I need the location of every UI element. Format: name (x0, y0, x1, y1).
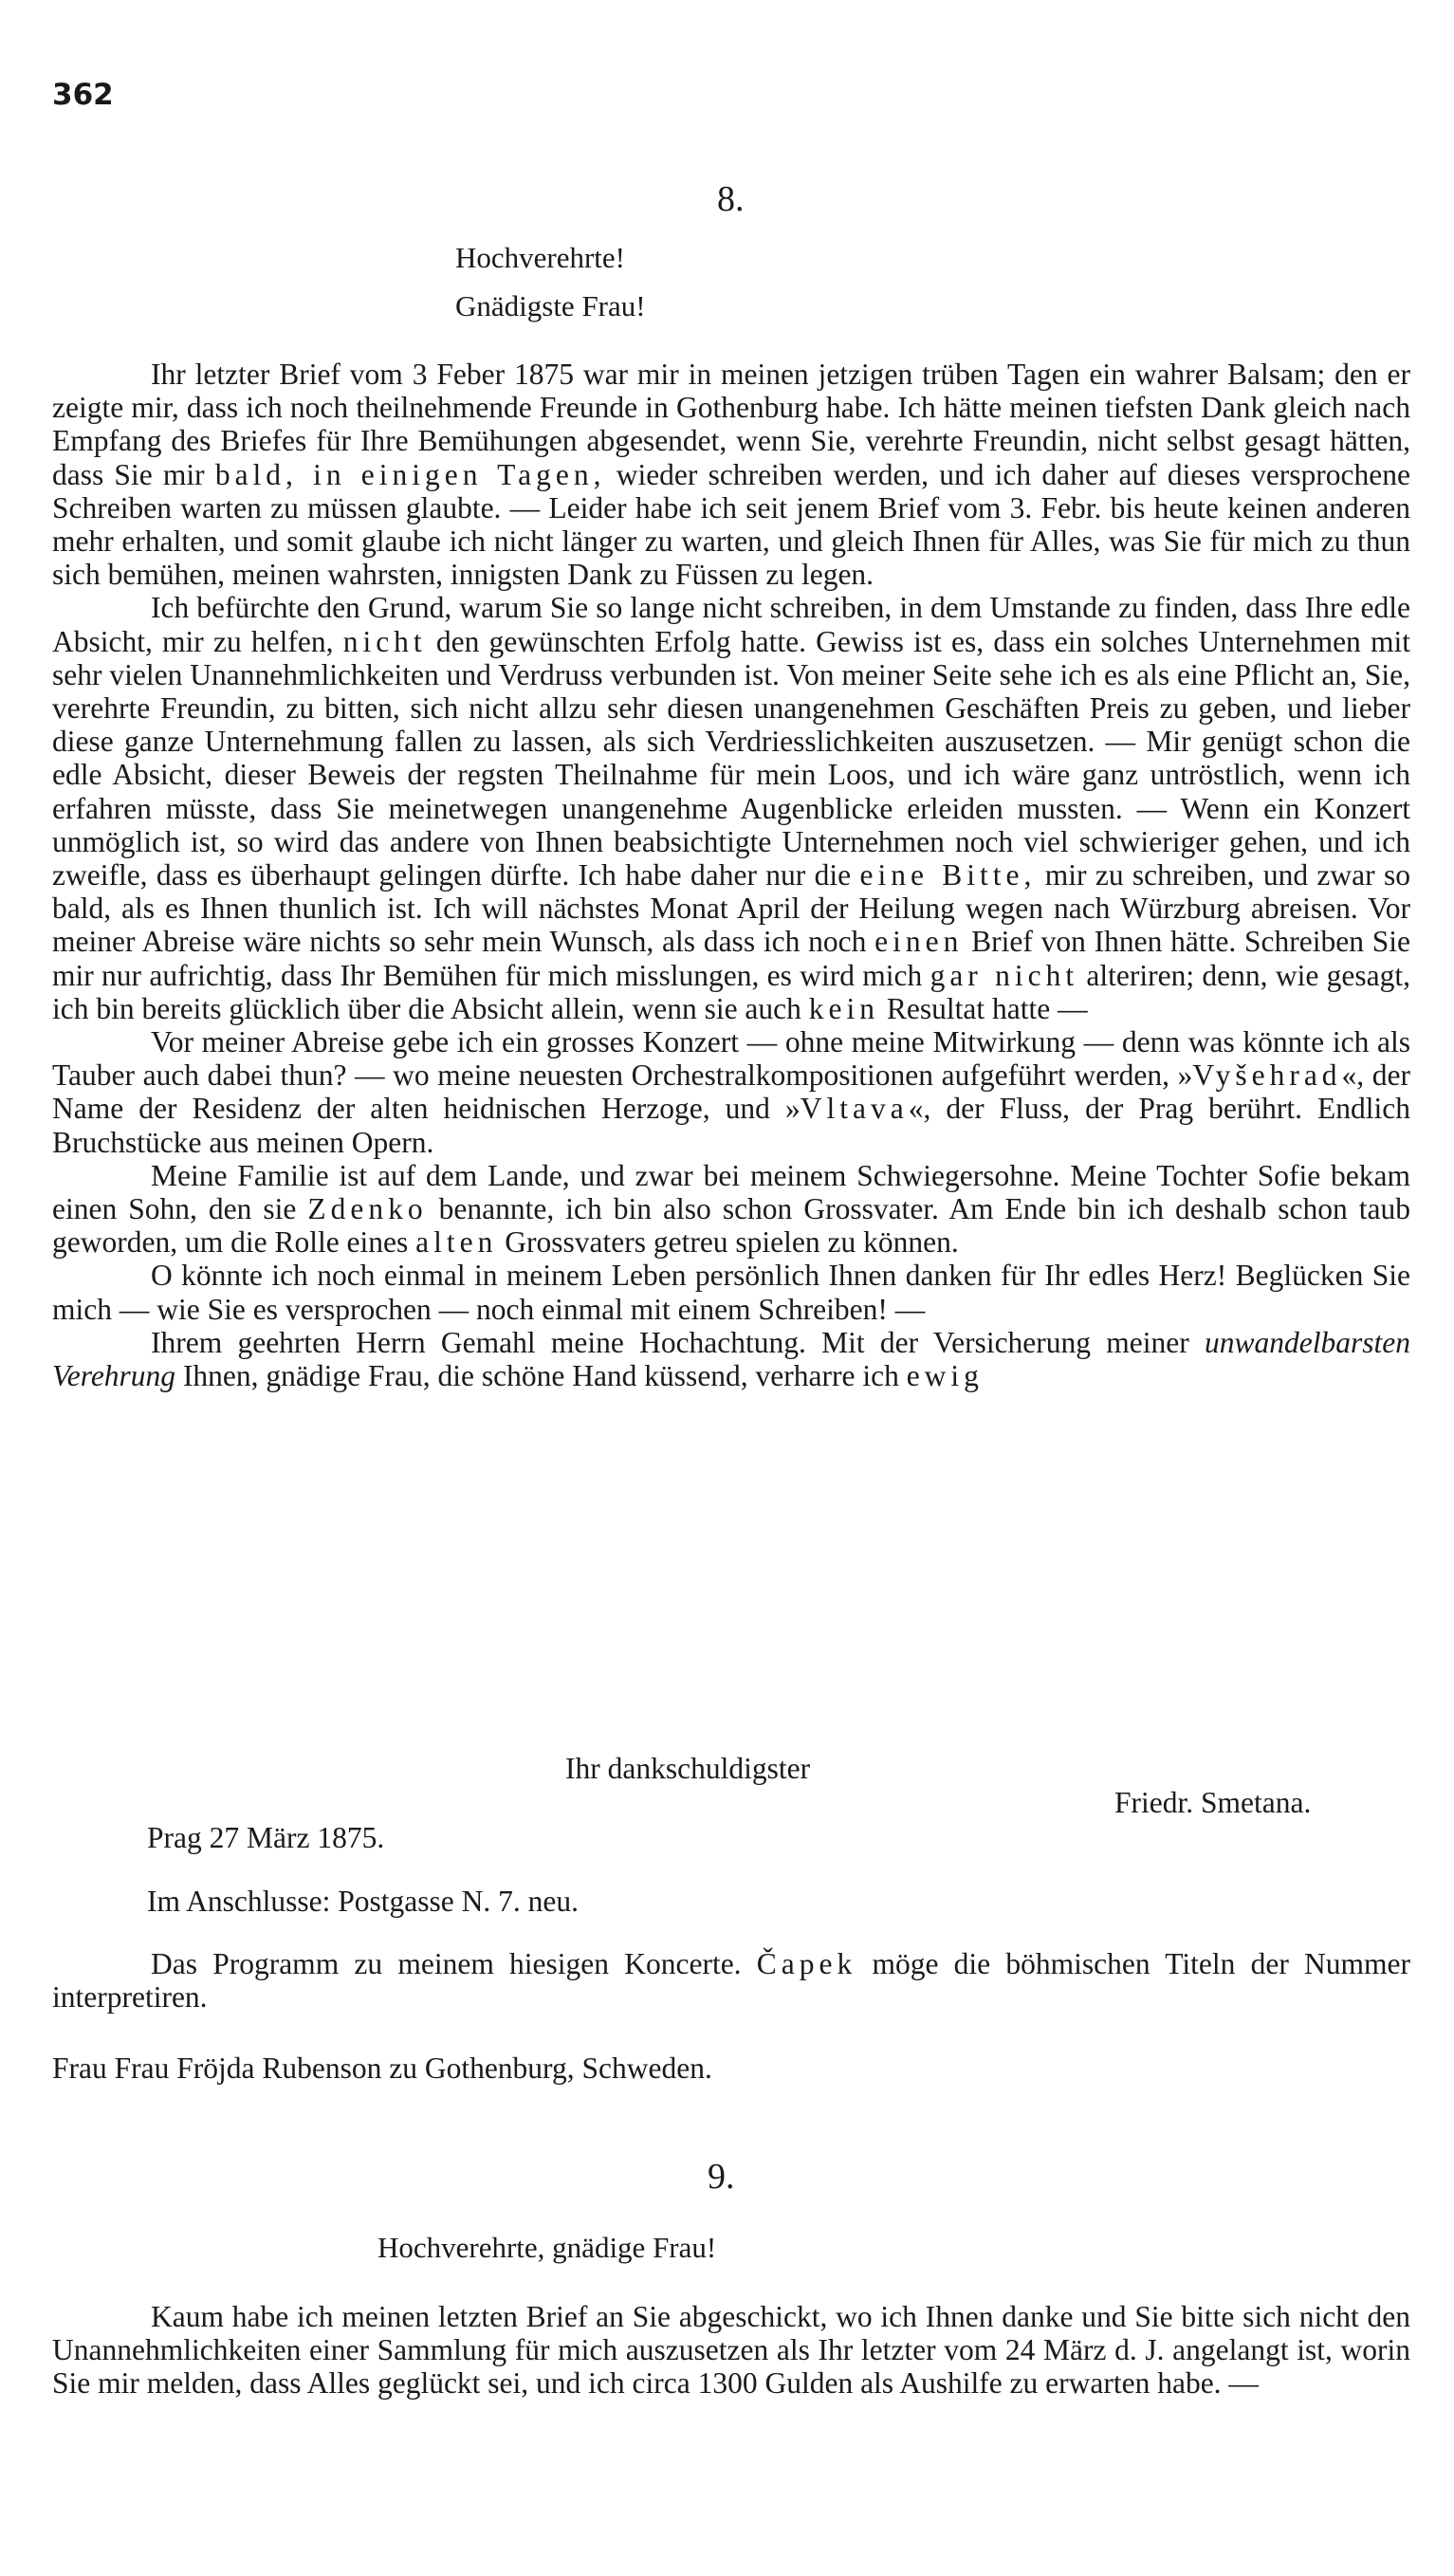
letter-9-body (52, 2300, 1410, 2401)
letter-8-salutation-1: Hochverehrte! (455, 241, 626, 274)
letter-8-paragraph-6: Ihrem geehrten Herrn Gemahl meine Hochachtung. Mit der Versicherung meiner unwandelbarsten Verehrung Ihnen, gnädige Frau, die schöne Hand küssend, verharre ich ewig (52, 1325, 1410, 1393)
letter-8-paragraph-5: O könnte ich noch einmal in meinem Leben persönlich Ihnen danken für Ihr edles Herz! Beglücken Sie mich — wie Sie es versprochen — noch einmal mit einem Schreiben! — (52, 1259, 1410, 1326)
spaced-emphasis: ewig (906, 1359, 984, 1393)
letter-8-number: 8. (717, 179, 745, 219)
letter-8-signature: Friedr. Smetana. (1114, 1786, 1312, 1819)
letter-8-date: Prag 27 März 1875. (147, 1821, 385, 1854)
letter-8-address: Im Anschlusse: Postgasse N. 7. neu. (147, 1885, 579, 1918)
spaced-emphasis: gar nicht (929, 958, 1079, 992)
letter-8-paragraph-4: Meine Familie ist auf dem Lande, und zwar bei meinem Schwiegersohne. Meine Tochter Sofie bekam einen Sohn, den sie Zdenko benannte, ich bin also schon Grossvater. Am Ende bin ich deshalb schon taub geworden, um die Rolle eines alten Grossvaters getreu spielen zu können. (52, 1158, 1410, 1260)
letter-8-paragraph-2: Ich befürchte den Grund, warum Sie so lange nicht schreiben, in dem Umstande zu finden, dass Ihre edle Absicht, mir zu helfen, nicht den gewünschten Erfolg hatte. Gewiss ist es, dass ein solches Unternehmen mit sehr vielen Unannehmlichkeiten und Verdruss verbunden ist. Von meiner Seite sehe ich es als eine Pflicht an, Sie, verehrte Freundin, zu bitten, sich nicht allzu sehr diesen unangenehmen Geschäften Preis zu geben, und lieber diese ganze Unternehmung fallen zu lassen, als sich Verdriesslichkeiten auszusetzen. — Mir genügt schon die edle Absicht, dieser Beweis der regsten Theilnahme für mein Loos, und ich wäre ganz untröstlich, wenn ich erfahren müsste, dass Sie meinetwegen unangenehme Augenblicke erleiden mussten. — Wenn ein Konzert unmöglich ist, so wird das andere von Ihnen beabsichtigte Unternehmen noch viel schwieriger gehen, und ich zweifle, dass es überhaupt gelingen dürfte. Ich habe daher nur die eine Bitte, mir zu schreiben, und zwar so bald, als es Ihnen thunlich ist. Ich will nächstes Monat April der Heilung wegen nach Würzburg abreisen. Vor meiner Abreise wäre nichts so sehr mein Wunsch, als dass ich noch einen Brief von Ihnen hätte. Schreiben Sie mir nur aufrichtig, dass Ihr Bemühen für mich misslungen, es wird mich gar nicht alteriren; denn, wie gesagt, ich bin bereits glücklich über die Absicht allein, wenn sie auch kein Resultat hatte — (52, 591, 1410, 1025)
italic-emphasis: unwandelbarsten Verehrung (52, 1325, 1410, 1393)
letter-8-salutation-2: Gnädigste Frau! (455, 289, 646, 322)
spaced-emphasis: kein (808, 991, 880, 1025)
spaced-emphasis: eine Bitte, (859, 858, 1037, 892)
letter-9-salutation: Hochverehrte, gnädige Frau! (377, 2231, 717, 2264)
spaced-emphasis: Čapek (756, 1947, 857, 1980)
letter-8-postscript-text: Das Programm zu meinem hiesigen Koncerte. Čapek möge die böhmischen Titeln der Nummer interpretiren. (52, 1947, 1410, 2015)
spaced-emphasis: einen (874, 925, 964, 959)
spaced-emphasis: alten (415, 1225, 498, 1260)
spaced-emphasis: Vyšehrad (1192, 1058, 1342, 1093)
letter-8-body (52, 358, 1410, 1392)
page-number: 362 (52, 78, 114, 112)
spaced-emphasis: nicht (342, 624, 427, 658)
letter-9-paragraph-1: Kaum habe ich meinen letzten Brief an Sie abgeschickt, wo ich Ihnen danke und Sie bitte sich nicht den Unannehmlichkeiten einer Sammlung für mich auszusetzen als Ihr letzter vom 24 März d. J. angelangt ist, worin Sie mir melden, dass Alles geglückt sei, und ich circa 1300 Gulden als Aushilfe zu erwarten habe. — (52, 2300, 1410, 2401)
letter-9-number: 9. (708, 2157, 735, 2197)
letter-8-postscript (52, 1947, 1410, 2014)
spaced-emphasis: Vltava (800, 1092, 909, 1126)
spaced-emphasis: Zdenko (307, 1192, 428, 1226)
letter-8-paragraph-1: Ihr letzter Brief vom 3 Feber 1875 war mir in meinen jetzigen trüben Tagen ein wahrer Balsam; den er zeigte mir, dass ich noch theilnehmende Freunde in Gothenburg habe. Ich hätte meinen tiefsten Dank gleich nach Empfang des Briefes für Ihre Bemühungen abgesendet, wenn Sie, verehrte Freundin, nicht selbst gesagt hätten, dass Sie mir bald, in einigen Tagen, wieder schreiben werden, und ich daher auf dieses versprochene Schreiben warten zu müssen glaubte. — Leider habe ich seit jenem Brief vom 3. Febr. bis heute keinen anderen mehr erhalten, und somit glaube ich nicht länger zu warten, und gleich Ihnen für Alles, was Sie für mich zu thun sich bemühen, meinen wahrsten, innigsten Dank zu Füssen zu legen. (52, 358, 1410, 592)
letter-8-paragraph-3: Vor meiner Abreise gebe ich ein grosses Konzert — ohne meine Mitwirkung — denn was könnte ich als Tauber auch dabei thun? — wo meine neuesten Orchestralkompositionen aufgeführt werden, »Vyšehrad«, der Name der Residenz der alten heidnischen Herzoge, und »Vltava«, der Fluss, der Prag berührt. Endlich Bruchstücke aus meinen Opern. (52, 1025, 1410, 1159)
letter-8-recipient: Frau Frau Fröjda Rubenson zu Gothenburg, Schweden. (52, 2052, 712, 2085)
letter-8-closing: Ihr dankschuldigster (565, 1752, 811, 1785)
spaced-emphasis: bald, in einigen Tagen, (214, 457, 606, 491)
